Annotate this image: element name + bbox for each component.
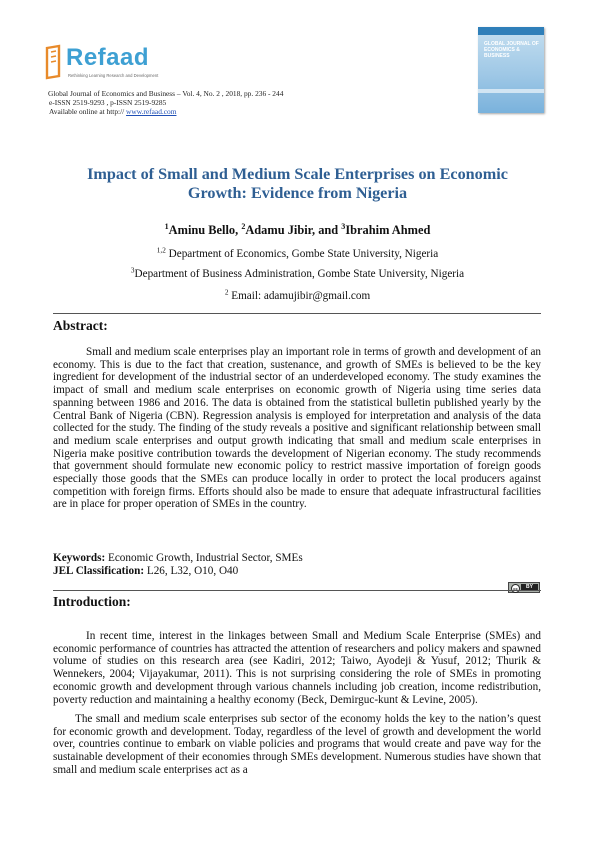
author-marker: 2	[241, 221, 246, 231]
logo-tagline: Rethinking Learning Research and Development	[68, 73, 159, 78]
affiliation	[60, 268, 535, 280]
contact-email	[60, 290, 535, 302]
author-marker: 3	[341, 221, 346, 231]
journal-citation-block	[48, 89, 283, 116]
keywords-line	[53, 552, 303, 565]
cc-icon: cc	[511, 584, 520, 593]
citation-line: Global Journal of Economics and Business – Vol. 4, No. 2 , 2018, pp. 236 - 244	[48, 89, 284, 98]
cover-title: GLOBAL JOURNAL OF ECONOMICS & BUSINESS	[484, 41, 539, 59]
keywords-value: Economic Growth, Industrial Sector, SMEs	[108, 552, 303, 564]
jel-value: L26, L32, O10, O40	[146, 564, 239, 577]
cc-license-badge[interactable]	[508, 582, 540, 593]
email-text: Email: adamujibir@gmail.com	[228, 290, 371, 302]
availability-label: Available online at http://	[49, 107, 127, 116]
introduction-paragraph: The small and medium scale enterprises sub sector of the economy holds the key to the nation’s quest for economic growth and development. Today, regardless of the level of growth and development the world over, countries continue to embark on viable policies and programs that would create and pave way for the sustainable development of their economies through SMEs development. Numerous studies have shown that small and medium scale enterprises act as a	[53, 713, 541, 776]
abstract-heading: Abstract:	[53, 318, 108, 333]
cc-by-label: BY	[521, 584, 538, 591]
abstract-body: Small and medium scale enterprises play an important role in terms of growth and development of an economy. This is due to the fact that creation, sustenance, and growth of SMEs is believed to be the key ingredient for development of the industrial sector of an underdeveloped economy. The study examines the impact of small and medium scale enterprises on economic growth of Nigeria using time series data spanning between 1986 and 2016. The data is obtained from the statistical bulletin published yearly by the Central Bank of Nigeria (CBN). Regression analysis is employed for interpretation and analysis of the data collected for the study. The finding of the study reveals a positive and significant relationship between small and medium scale enterprises and output growth indicating that small and medium scale enterprises in Nigeria make positive contribution towards the development of Nigerian economy. The study recommends that government should formulate new economic policy to restrict massive importation of foreign goods especially those goods that the SMEs can produce locally in order to protect the local producers against competition with foreign firms. Efforts should also be made to ensure that adequate infrastructural facilities are in place for proper operation of SMEs in the country.	[53, 346, 541, 511]
article-title: Impact of Small and Medium Scale Enterprises on Economic Growth: Evidence from Nigeria	[87, 165, 508, 202]
affiliation-marker: 3	[130, 266, 135, 275]
logo-wordmark: Refaad	[66, 44, 150, 71]
author-name: Ibrahim Ahmed	[345, 223, 431, 237]
introduction-heading: Introduction:	[53, 594, 131, 609]
affiliation-marker: 1,2	[156, 246, 166, 255]
affiliation-text: Department of Economics, Gombe State University, Nigeria	[165, 248, 439, 260]
cover-top-bar	[478, 27, 544, 35]
author-marker: 1	[164, 221, 169, 231]
introduction-paragraph: In recent time, interest in the linkages between Small and Medium Scale Enterprise (SMEs) and economic performance of countries has attracted the attention of researchers and policy makers and spawned volume of studies on this research area (see Kadiri, 2012; Taiwo, Ayodeji & Yusuf, 2012; Thurik & Wennekers, 2004; Vijayakumar, 2011). This is not surprising considering the role of SMEs in promoting economic growth and development through various channels including job creation, income redistribution, poverty reduction and maintaining a healthy economy (Beck, Demirguc-kunt & Levine, 2005).	[53, 630, 541, 706]
author-name: Adamu Jibir, and	[245, 223, 342, 237]
issn-line: e-ISSN 2519-9293 , p-ISSN 2519-9285	[49, 98, 167, 107]
affiliation-marker: 2	[224, 288, 229, 297]
journal-cover-image	[478, 27, 544, 113]
jel-label: JEL Classification:	[53, 564, 147, 577]
book-icon	[44, 42, 64, 82]
author-list	[60, 223, 535, 238]
affiliation	[60, 248, 535, 260]
author-name: Aminu Bello,	[168, 223, 242, 237]
cover-stripe	[478, 89, 544, 93]
journal-website-link[interactable]: www.refaad.com	[126, 107, 177, 116]
affiliation-text: Department of Business Administration, Gombe State University, Nigeria	[134, 268, 465, 280]
availability-line	[48, 107, 283, 116]
section-divider	[53, 590, 541, 591]
keywords-label: Keywords:	[53, 552, 108, 564]
publisher-logo	[44, 42, 164, 86]
jel-line	[53, 565, 303, 578]
keywords-block	[53, 552, 303, 577]
section-divider	[53, 313, 541, 314]
